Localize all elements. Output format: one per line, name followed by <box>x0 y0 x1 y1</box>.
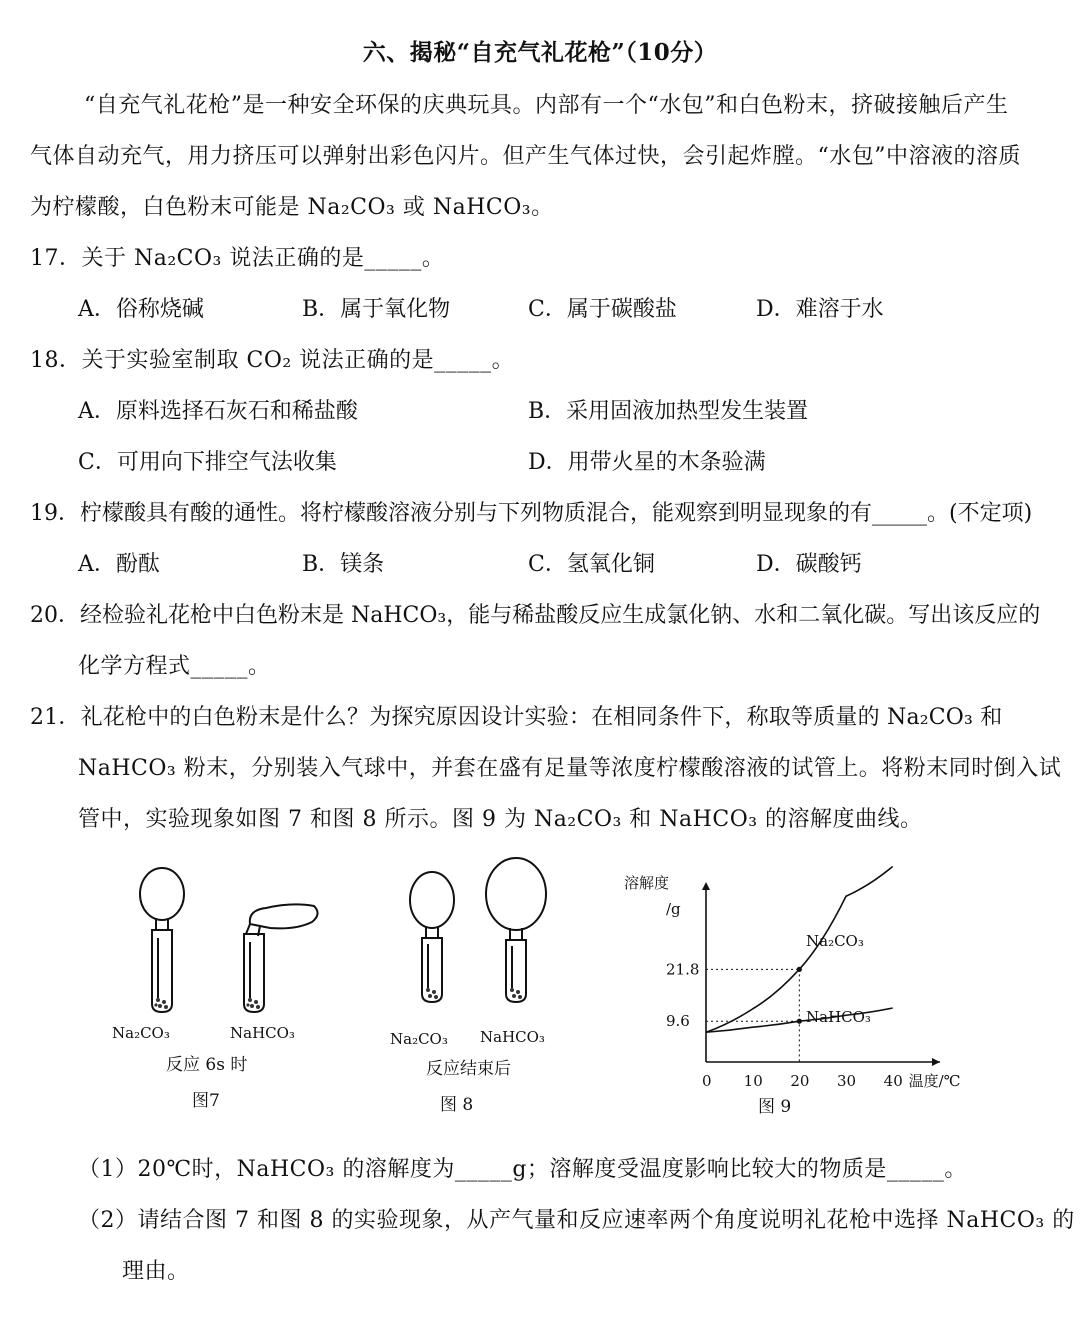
fig7-name: 图7 <box>192 1091 220 1111</box>
series-label-nahco3: NaHCO₃ <box>806 1008 871 1026</box>
q17-option-a: A．俗称烧碱 <box>78 297 204 322</box>
x-axis-label: 温度/℃ <box>908 1072 961 1090</box>
fig8-left-label: Na₂CO₃ <box>390 1030 448 1048</box>
q17-option-c: C．属于碳酸盐 <box>528 297 677 322</box>
q21-line-2: NaHCO₃ 粉末，分别装入气球中，并套在盛有足量等浓度柠檬酸溶液的试管上。将粉末同时倒入试 <box>78 756 1062 781</box>
y-tick-label: 21.8 <box>666 960 700 979</box>
intro-line-1: “自充气礼花枪”是一种安全环保的庆典玩具。内部有一个“水包”和白色粉末，挤破接触后产生 <box>84 93 1009 118</box>
section-title: 六、揭秘“自充气礼花枪”（10分） <box>362 39 718 66</box>
test-tube-icon <box>422 938 442 1002</box>
q20-line-1: 20．经检验礼花枪中白色粉末是 NaHCO₃，能与稀盐酸反应生成氯化钠、水和二氧化碳。写出该反应的 <box>30 603 1041 628</box>
q18-option-a: A．原料选择石灰石和稀盐酸 <box>78 399 358 424</box>
x-axis-arrow <box>932 1058 940 1066</box>
figure-9-chart <box>600 862 961 1120</box>
q17-option-d: D．难溶于水 <box>756 297 884 322</box>
fig7-left-label: Na₂CO₃ <box>112 1024 170 1042</box>
intro-line-2: 气体自动充气，用力挤压可以弹射出彩色闪片。但产生气体过快，会引起炸膛。“水包”中溶液的溶质 <box>30 144 1021 169</box>
fig8-right-label: NaHCO₃ <box>480 1028 545 1046</box>
figure-7 <box>100 858 330 1118</box>
figure-8 <box>380 848 580 1118</box>
q21-sub2-line-1: （2）请结合图 7 和图 8 的实验现象，从产气量和反应速率两个角度说明礼花枪中选择 NaHCO₃ 的 <box>78 1208 1075 1233</box>
q21-sub2-line-2: 理由。 <box>122 1259 190 1284</box>
q20-line-2: 化学方程式_____。 <box>78 654 271 679</box>
balloon-deflated-icon <box>246 904 318 936</box>
q18-stem: 18．关于实验室制取 CO₂ 说法正确的是_____。 <box>30 348 515 373</box>
series-label-na2co3: Na₂CO₃ <box>806 932 864 950</box>
fig7-right-label: NaHCO₃ <box>230 1024 295 1042</box>
test-tube-icon <box>152 930 172 1012</box>
y-axis-arrow <box>702 882 710 890</box>
q18-option-d: D．用带火星的木条验满 <box>528 450 766 475</box>
y-axis-label: 溶解度 <box>624 874 670 892</box>
fig8-name: 图 8 <box>440 1095 474 1115</box>
q18-option-b: B．采用固液加热型发生装置 <box>528 399 809 424</box>
test-tube-icon <box>244 934 264 1012</box>
x-tick-label: 0 <box>702 1072 712 1090</box>
q21-line-1: 21．礼花枪中的白色粉末是什么？为探究原因设计实验：在相同条件下，称取等质量的 Na₂CO₃ 和 <box>30 705 1003 730</box>
fig8-caption: 反应结束后 <box>426 1059 511 1079</box>
intro-line-3: 为柠檬酸，白色粉末可能是 Na₂CO₃ 或 NaHCO₃。 <box>30 195 554 220</box>
x-tick-label: 40 <box>883 1072 903 1090</box>
y-tick-label: 9.6 <box>666 1012 690 1031</box>
q19-stem: 19．柠檬酸具有酸的通性。将柠檬酸溶液分别与下列物质混合，能观察到明显现象的有_____。(不定项) <box>30 501 1033 526</box>
y-axis-label-unit: /g <box>666 900 681 918</box>
fig9-name: 图 9 <box>758 1097 792 1117</box>
q18-option-c: C．可用向下排空气法收集 <box>78 450 337 475</box>
powder-icon <box>246 998 260 1009</box>
q19-option-b: B．镁条 <box>302 552 385 577</box>
q19-option-d: D．碳酸钙 <box>756 552 862 577</box>
q21-line-3: 管中，实验现象如图 7 和图 8 所示。图 9 为 Na₂CO₃ 和 NaHCO₃ 的溶解度曲线。 <box>78 807 923 832</box>
balloon-large-icon <box>486 858 546 940</box>
powder-icon <box>154 998 168 1009</box>
q17-option-b: B．属于氧化物 <box>302 297 451 322</box>
test-tube-icon <box>506 940 526 1002</box>
x-tick-label: 10 <box>743 1072 763 1090</box>
q17-stem: 17．关于 Na₂CO₃ 说法正确的是_____。 <box>30 246 445 271</box>
powder-icon <box>510 988 522 999</box>
powder-icon <box>426 988 438 999</box>
x-tick-label: 20 <box>790 1072 810 1090</box>
x-tick-label: 30 <box>837 1072 857 1090</box>
balloon-small-icon <box>410 872 454 938</box>
q21-sub1: （1）20℃时，NaHCO₃ 的溶解度为_____g；溶解度受温度影响比较大的物质是_____。 <box>78 1157 967 1182</box>
q19-option-c: C．氢氧化铜 <box>528 552 655 577</box>
balloon-upright-icon <box>140 868 184 930</box>
q19-option-a: A．酚酞 <box>78 552 160 577</box>
fig7-caption: 反应 6s 时 <box>166 1055 248 1075</box>
